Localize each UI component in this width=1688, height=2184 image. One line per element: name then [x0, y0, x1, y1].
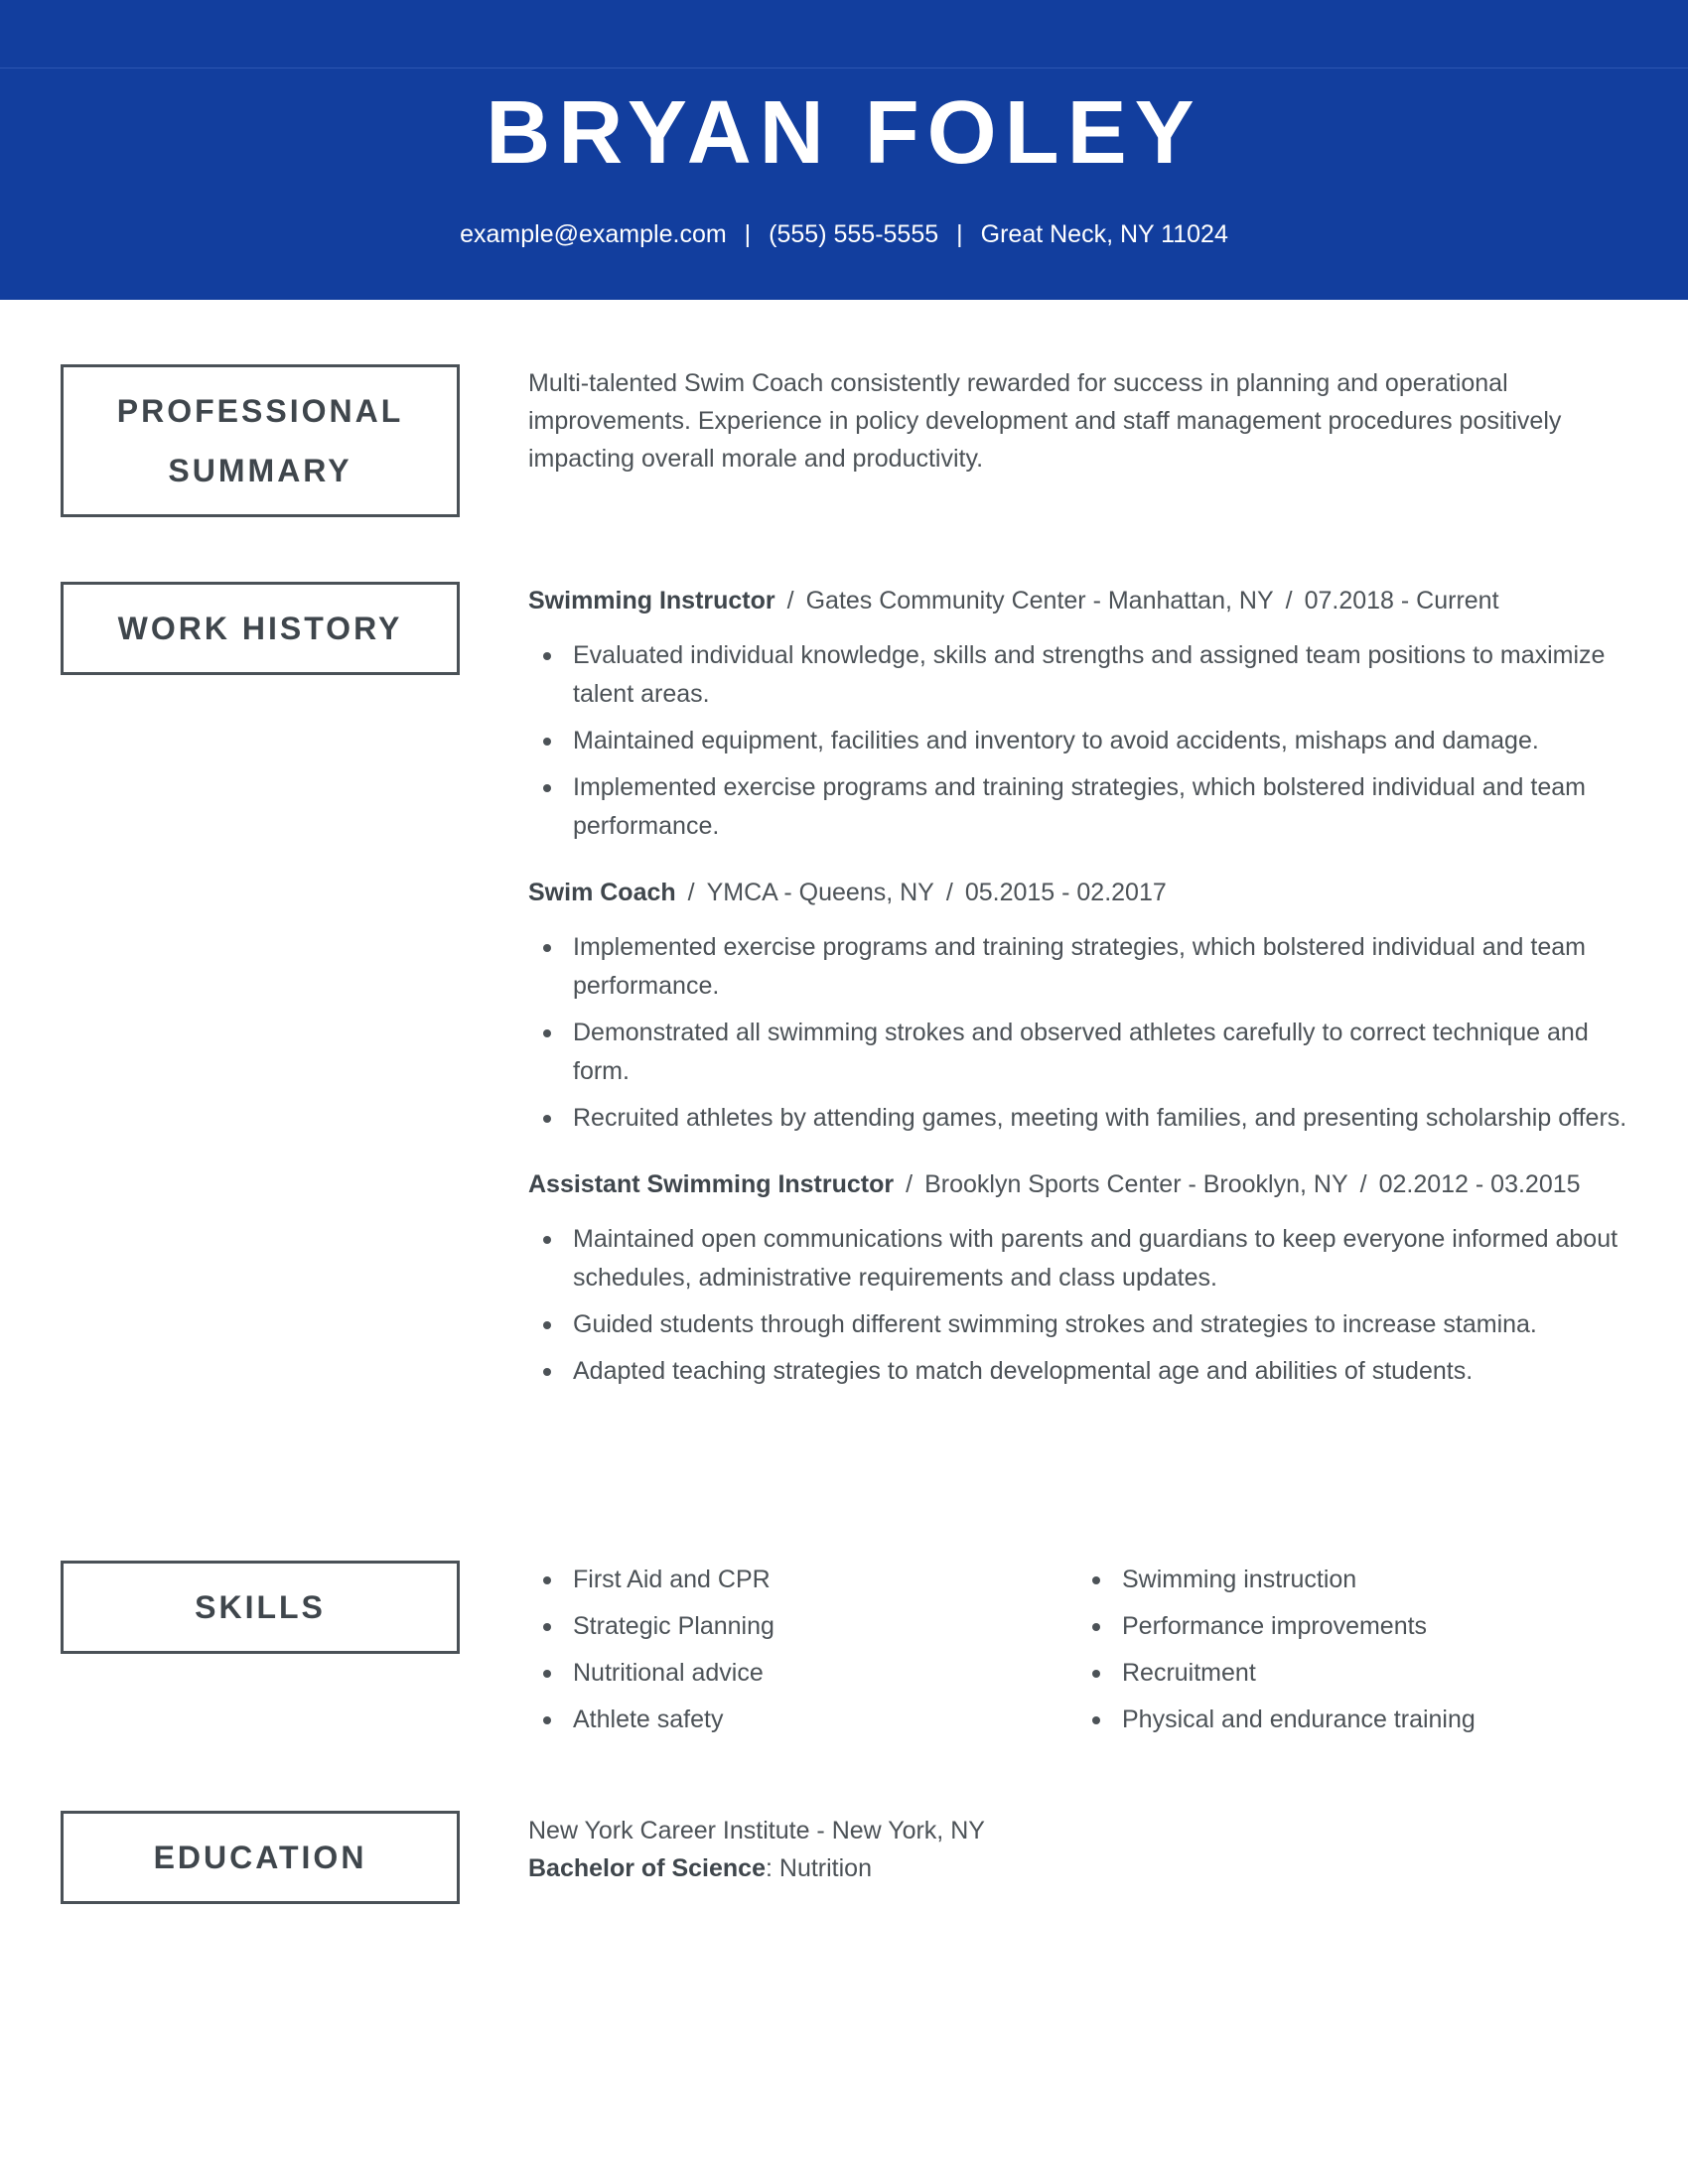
section-heading-skills — [61, 1561, 460, 1654]
job-entry — [528, 1165, 1630, 1391]
summary-heading-line-2: SUMMARY — [168, 453, 352, 488]
job-bullet: Demonstrated all swimming strokes and observed athletes carefully to correct technique and form. — [528, 1014, 1630, 1091]
contact-email: example@example.com — [460, 220, 727, 248]
contact-separator: | — [956, 220, 963, 248]
job-separator: / — [687, 879, 695, 906]
job-bullets — [528, 928, 1630, 1138]
skills-heading-label: SKILLS — [195, 1589, 326, 1625]
job-bullet: Recruited athletes by attending games, meeting with families, and presenting scholarship offers. — [528, 1099, 1630, 1138]
job-separator: / — [786, 587, 794, 614]
education-degree: Bachelor of Science — [528, 1854, 766, 1882]
skill-item: Physical and endurance training — [1077, 1697, 1626, 1743]
education-degree-line — [528, 1849, 1630, 1887]
job-company: YMCA - Queens, NY — [706, 879, 934, 906]
work-history-content — [528, 582, 1630, 1419]
section-heading-summary — [61, 364, 460, 517]
summary-text: Multi-talented Swim Coach consistently rewarded for success in planning and operational improvements. Experience in policy development and staff management procedures positively impacting overall morale and productivity. — [528, 369, 1562, 473]
resume-header — [0, 0, 1688, 300]
education-content — [528, 1812, 1630, 1887]
job-title: Swim Coach — [528, 879, 676, 906]
contact-phone: (555) 555-5555 — [769, 220, 939, 248]
skill-item: Swimming instruction — [1077, 1557, 1626, 1603]
job-bullets — [528, 636, 1630, 846]
job-separator: / — [945, 879, 953, 906]
skill-item: Strategic Planning — [528, 1603, 1077, 1650]
job-bullet: Implemented exercise programs and training strategies, which bolstered individual and team performance. — [528, 768, 1630, 846]
job-entry — [528, 582, 1630, 846]
job-bullet: Evaluated individual knowledge, skills and strengths and assigned team positions to maximize talent areas. — [528, 636, 1630, 714]
skills-grid — [528, 1557, 1630, 1743]
job-dates: 07.2018 - Current — [1304, 587, 1499, 614]
job-bullet: Maintained open communications with parents and guardians to keep everyone informed about schedules, administrative requirements and class updates. — [528, 1220, 1630, 1297]
contact-separator: | — [744, 220, 752, 248]
job-bullets — [528, 1220, 1630, 1391]
skill-item: Recruitment — [1077, 1650, 1626, 1697]
job-dates: 05.2015 - 02.2017 — [964, 879, 1167, 906]
summary-heading-line-1: PROFESSIONAL — [116, 393, 404, 429]
section-heading-education — [61, 1811, 460, 1904]
job-title: Swimming Instructor — [528, 587, 775, 614]
job-separator: / — [1285, 587, 1293, 614]
job-entry — [528, 874, 1630, 1138]
education-field: Nutrition — [778, 1854, 872, 1882]
job-bullet: Maintained equipment, facilities and inventory to avoid accidents, mishaps and damage. — [528, 722, 1630, 760]
education-heading-label: EDUCATION — [153, 1840, 367, 1875]
job-title: Assistant Swimming Instructor — [528, 1170, 895, 1198]
skills-column-right — [1077, 1557, 1626, 1743]
job-separator: / — [906, 1170, 914, 1198]
job-company: Gates Community Center - Manhattan, NY — [805, 587, 1274, 614]
skill-item: Nutritional advice — [528, 1650, 1077, 1697]
skills-column-left — [528, 1557, 1077, 1743]
job-header — [528, 582, 1630, 619]
job-separator: / — [1359, 1170, 1367, 1198]
job-header — [528, 874, 1630, 911]
job-bullet: Guided students through different swimming strokes and strategies to increase stamina. — [528, 1305, 1630, 1344]
contact-line — [0, 216, 1688, 252]
skill-item: Athlete safety — [528, 1697, 1077, 1743]
education-colon: : — [765, 1854, 773, 1882]
job-company: Brooklyn Sports Center - Brooklyn, NY — [924, 1170, 1348, 1198]
contact-location: Great Neck, NY 11024 — [980, 220, 1228, 248]
work-heading-label: WORK HISTORY — [117, 611, 403, 646]
job-bullet: Implemented exercise programs and training strategies, which bolstered individual and team performance. — [528, 928, 1630, 1006]
section-heading-work-history — [61, 582, 460, 675]
job-bullet: Adapted teaching strategies to match developmental age and abilities of students. — [528, 1352, 1630, 1391]
job-header — [528, 1165, 1630, 1203]
skill-item: Performance improvements — [1077, 1603, 1626, 1650]
skills-content — [528, 1557, 1630, 1743]
candidate-name: BRYAN FOLEY — [486, 83, 1202, 183]
skill-item: First Aid and CPR — [528, 1557, 1077, 1603]
education-school: New York Career Institute - New York, NY — [528, 1817, 985, 1844]
summary-content — [528, 364, 1630, 478]
job-dates: 02.2012 - 03.2015 — [1378, 1170, 1581, 1198]
